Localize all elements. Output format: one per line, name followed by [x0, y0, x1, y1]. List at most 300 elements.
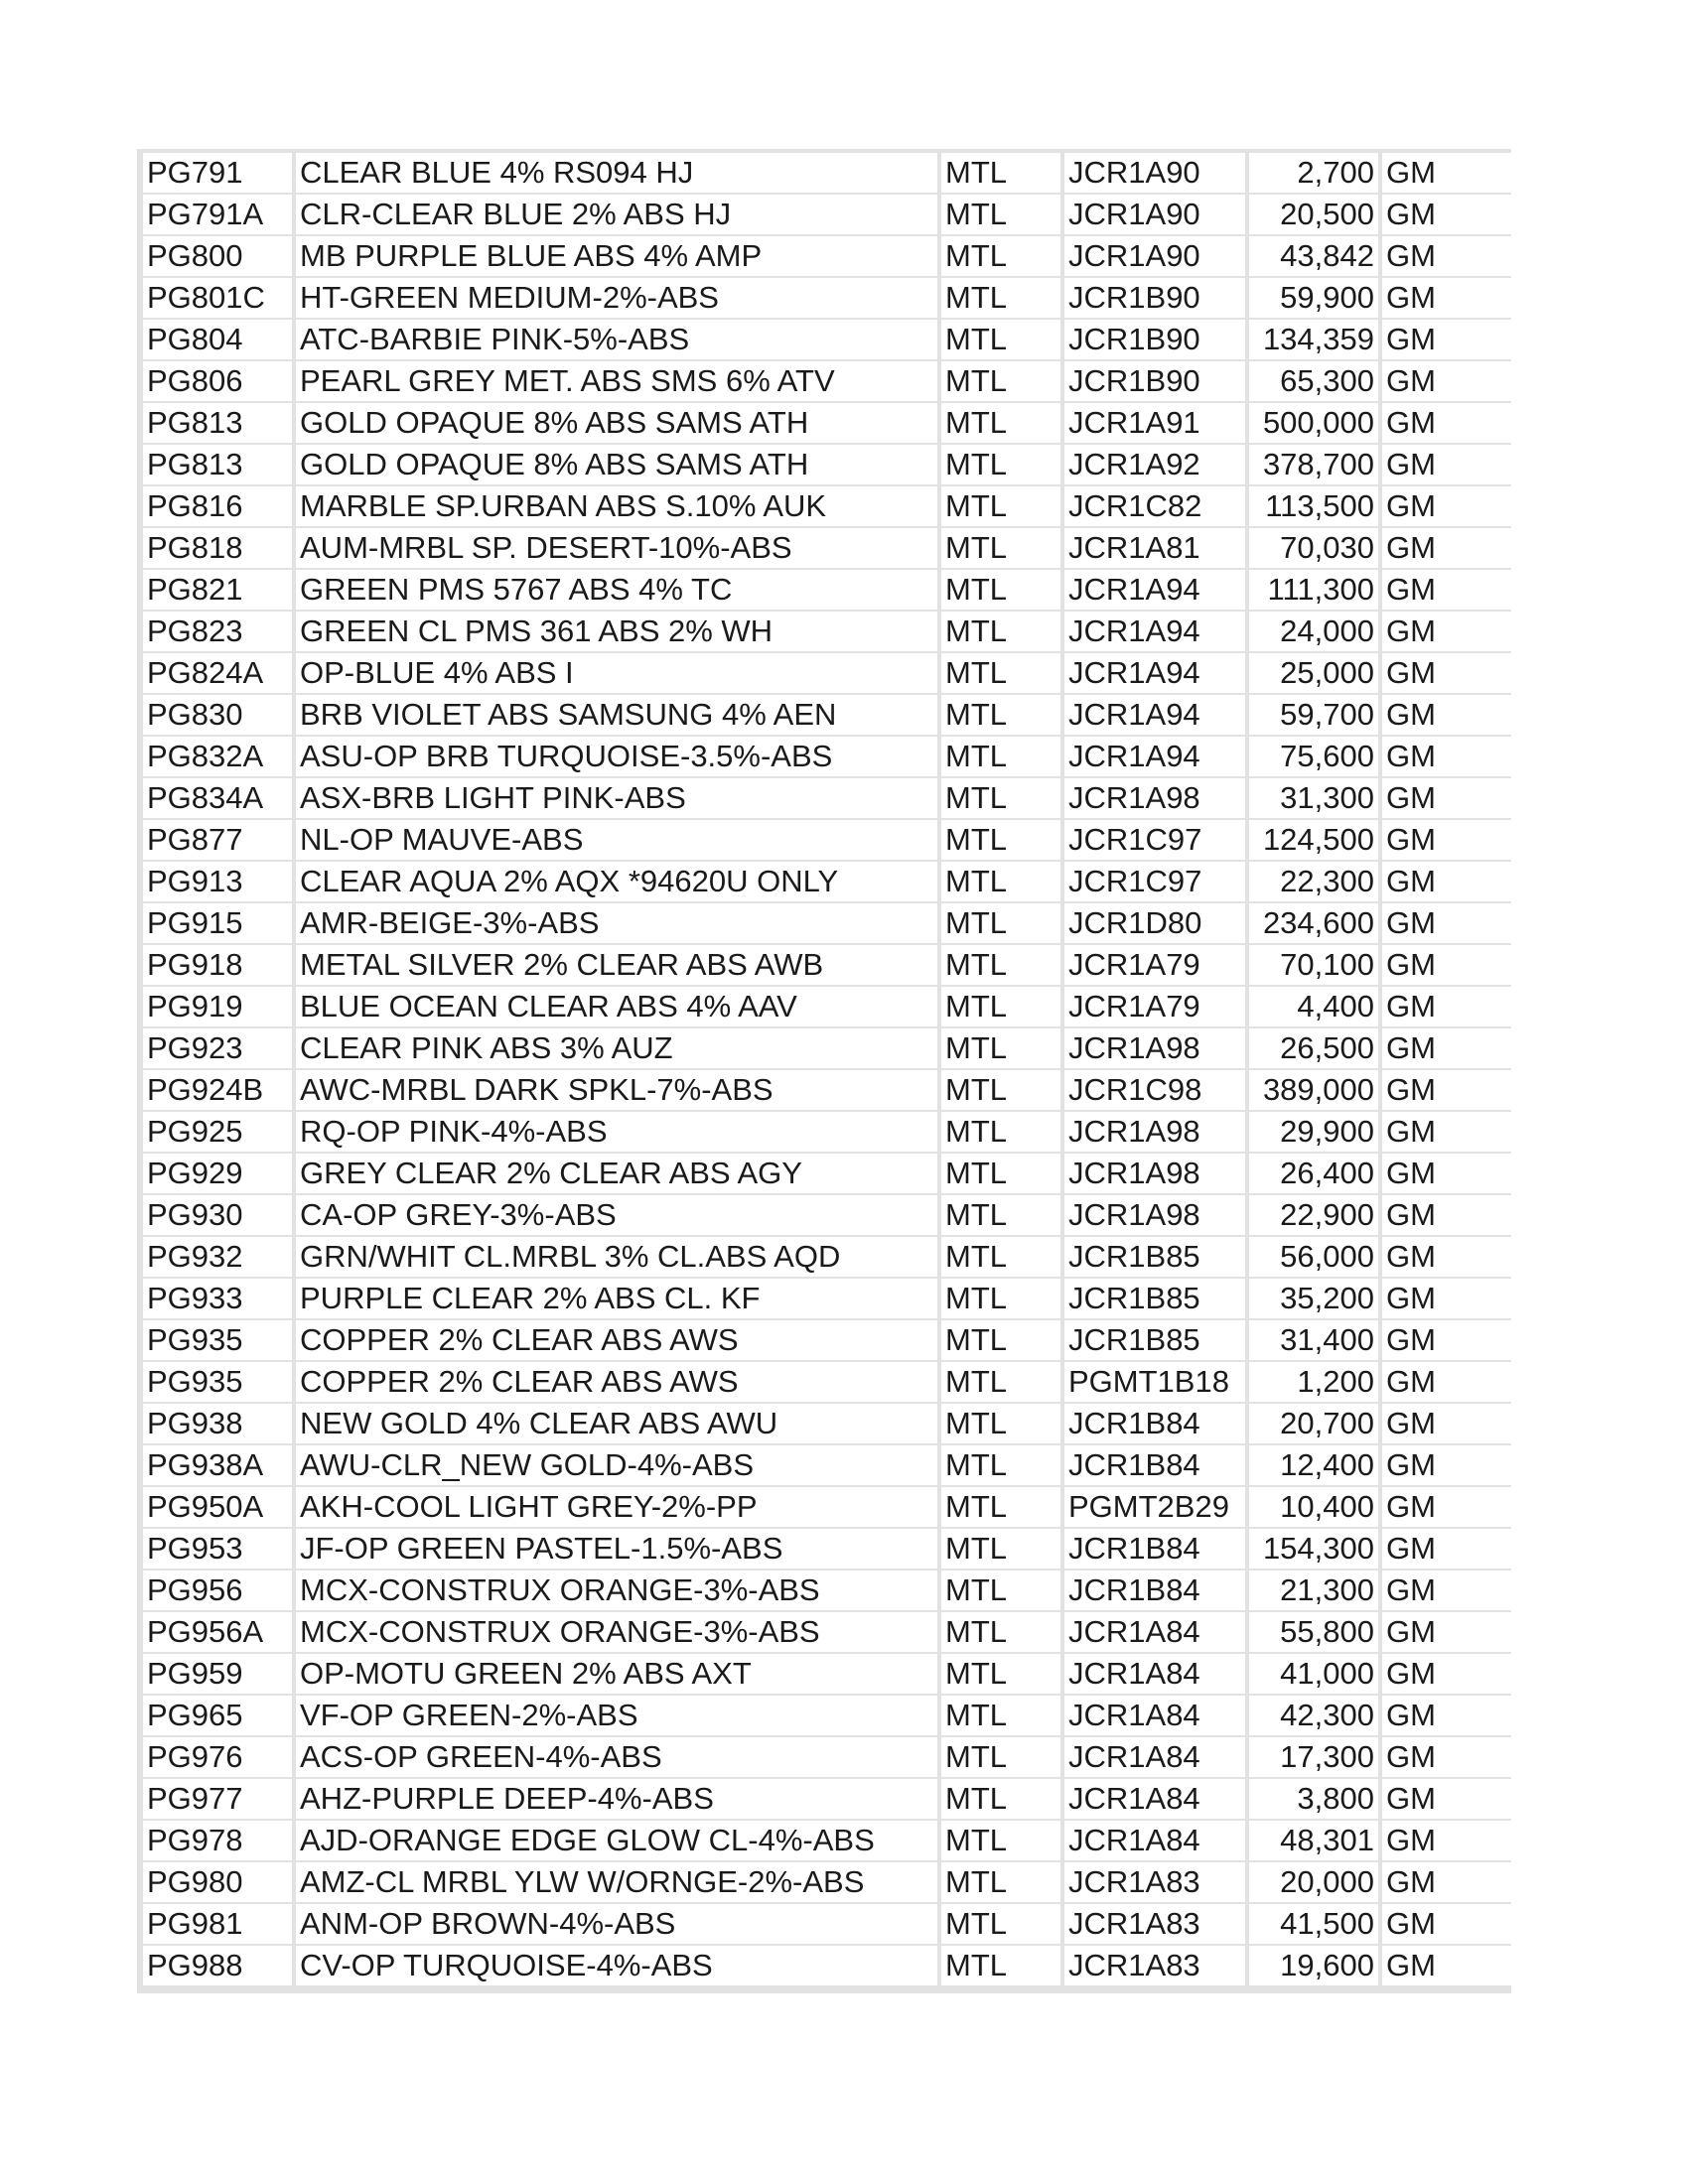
part-number-cell: PG938A	[143, 1445, 292, 1485]
quantity-cell: 113,500	[1249, 486, 1378, 526]
part-number-cell: PG832A	[143, 737, 292, 776]
description-cell: MCX-CONSTRUX ORANGE-3%-ABS	[296, 1612, 937, 1652]
quantity-cell: 1,200	[1249, 1362, 1378, 1402]
location-cell: JCR1D80	[1064, 903, 1245, 943]
unit-cell: GM	[1382, 153, 1511, 193]
type-cell: MTL	[941, 987, 1060, 1026]
part-number-cell: PG924B	[143, 1070, 292, 1110]
type-cell: MTL	[941, 236, 1060, 276]
table-row	[143, 695, 1511, 735]
quantity-cell: 24,000	[1249, 612, 1378, 651]
part-number-cell: PG923	[143, 1028, 292, 1068]
description-cell: AMZ-CL MRBL YLW W/ORNGE-2%-ABS	[296, 1862, 937, 1902]
table-row	[143, 1487, 1511, 1527]
part-number-cell: PG823	[143, 612, 292, 651]
unit-cell: GM	[1382, 1737, 1511, 1777]
location-cell: PGMT2B29	[1064, 1487, 1245, 1527]
table-row	[143, 612, 1511, 651]
type-cell: MTL	[941, 153, 1060, 193]
table-row	[143, 1904, 1511, 1944]
part-number-cell: PG976	[143, 1737, 292, 1777]
type-cell: MTL	[941, 1529, 1060, 1569]
quantity-cell: 21,300	[1249, 1570, 1378, 1610]
location-cell: JCR1B84	[1064, 1404, 1245, 1443]
description-cell: CLEAR AQUA 2% AQX *94620U ONLY	[296, 862, 937, 901]
location-cell: JCR1A90	[1064, 236, 1245, 276]
table-row	[143, 1654, 1511, 1694]
quantity-cell: 56,000	[1249, 1237, 1378, 1277]
unit-cell: GM	[1382, 403, 1511, 443]
table-row	[143, 653, 1511, 693]
table-row	[143, 1195, 1511, 1235]
table-row	[143, 1737, 1511, 1777]
location-cell: JCR1B85	[1064, 1320, 1245, 1360]
quantity-cell: 42,300	[1249, 1696, 1378, 1735]
unit-cell: GM	[1382, 1070, 1511, 1110]
inventory-sheet	[137, 149, 1511, 1993]
description-cell: OP-MOTU GREEN 2% ABS AXT	[296, 1654, 937, 1694]
part-number-cell: PG800	[143, 236, 292, 276]
location-cell: JCR1B90	[1064, 320, 1245, 359]
unit-cell: GM	[1382, 1779, 1511, 1819]
part-number-cell: PG806	[143, 361, 292, 401]
type-cell: MTL	[941, 195, 1060, 234]
part-number-cell: PG978	[143, 1821, 292, 1860]
type-cell: MTL	[941, 1946, 1060, 1985]
unit-cell: GM	[1382, 528, 1511, 568]
table-row	[143, 1112, 1511, 1152]
unit-cell: GM	[1382, 1821, 1511, 1860]
description-cell: ASU-OP BRB TURQUOISE-3.5%-ABS	[296, 737, 937, 776]
location-cell: JCR1A98	[1064, 1195, 1245, 1235]
location-cell: JCR1A98	[1064, 1154, 1245, 1193]
type-cell: MTL	[941, 1737, 1060, 1777]
description-cell: AMR-BEIGE-3%-ABS	[296, 903, 937, 943]
quantity-cell: 17,300	[1249, 1737, 1378, 1777]
table-row	[143, 778, 1511, 818]
table-row	[143, 1529, 1511, 1569]
location-cell: JCR1A84	[1064, 1612, 1245, 1652]
table-row	[143, 486, 1511, 526]
quantity-cell: 48,301	[1249, 1821, 1378, 1860]
unit-cell: GM	[1382, 1696, 1511, 1735]
description-cell: ASX-BRB LIGHT PINK-ABS	[296, 778, 937, 818]
quantity-cell: 20,000	[1249, 1862, 1378, 1902]
table-row	[143, 361, 1511, 401]
part-number-cell: PG816	[143, 486, 292, 526]
type-cell: MTL	[941, 445, 1060, 484]
unit-cell: GM	[1382, 1404, 1511, 1443]
quantity-cell: 59,700	[1249, 695, 1378, 735]
unit-cell: GM	[1382, 1654, 1511, 1694]
location-cell: JCR1A98	[1064, 1028, 1245, 1068]
type-cell: MTL	[941, 1070, 1060, 1110]
description-cell: AJD-ORANGE EDGE GLOW CL-4%-ABS	[296, 1821, 937, 1860]
part-number-cell: PG930	[143, 1195, 292, 1235]
quantity-cell: 65,300	[1249, 361, 1378, 401]
location-cell: JCR1B90	[1064, 361, 1245, 401]
quantity-cell: 10,400	[1249, 1487, 1378, 1527]
quantity-cell: 378,700	[1249, 445, 1378, 484]
unit-cell: GM	[1382, 1904, 1511, 1944]
unit-cell: GM	[1382, 778, 1511, 818]
unit-cell: GM	[1382, 945, 1511, 985]
quantity-cell: 41,500	[1249, 1904, 1378, 1944]
quantity-cell: 55,800	[1249, 1612, 1378, 1652]
location-cell: JCR1B85	[1064, 1279, 1245, 1318]
part-number-cell: PG959	[143, 1654, 292, 1694]
part-number-cell: PG953	[143, 1529, 292, 1569]
type-cell: MTL	[941, 695, 1060, 735]
description-cell: MCX-CONSTRUX ORANGE-3%-ABS	[296, 1570, 937, 1610]
table-row	[143, 1696, 1511, 1735]
quantity-cell: 70,030	[1249, 528, 1378, 568]
description-cell: AWU-CLR_NEW GOLD-4%-ABS	[296, 1445, 937, 1485]
description-cell: PURPLE CLEAR 2% ABS CL. KF	[296, 1279, 937, 1318]
description-cell: COPPER 2% CLEAR ABS AWS	[296, 1320, 937, 1360]
type-cell: MTL	[941, 486, 1060, 526]
part-number-cell: PG813	[143, 445, 292, 484]
table-row	[143, 445, 1511, 484]
location-cell: JCR1B85	[1064, 1237, 1245, 1277]
type-cell: MTL	[941, 1904, 1060, 1944]
table-row	[143, 862, 1511, 901]
type-cell: MTL	[941, 1654, 1060, 1694]
type-cell: MTL	[941, 820, 1060, 860]
part-number-cell: PG919	[143, 987, 292, 1026]
location-cell: JCR1A90	[1064, 195, 1245, 234]
quantity-cell: 75,600	[1249, 737, 1378, 776]
table-row	[143, 1821, 1511, 1860]
quantity-cell: 31,300	[1249, 778, 1378, 818]
quantity-cell: 31,400	[1249, 1320, 1378, 1360]
location-cell: JCR1A83	[1064, 1862, 1245, 1902]
description-cell: GREEN CL PMS 361 ABS 2% WH	[296, 612, 937, 651]
description-cell: CA-OP GREY-3%-ABS	[296, 1195, 937, 1235]
part-number-cell: PG929	[143, 1154, 292, 1193]
part-number-cell: PG956	[143, 1570, 292, 1610]
type-cell: MTL	[941, 1862, 1060, 1902]
part-number-cell: PG925	[143, 1112, 292, 1152]
part-number-cell: PG918	[143, 945, 292, 985]
description-cell: CLEAR BLUE 4% RS094 HJ	[296, 153, 937, 193]
part-number-cell: PG791A	[143, 195, 292, 234]
type-cell: MTL	[941, 778, 1060, 818]
unit-cell: GM	[1382, 1487, 1511, 1527]
table-row	[143, 820, 1511, 860]
quantity-cell: 29,900	[1249, 1112, 1378, 1152]
description-cell: MB PURPLE BLUE ABS 4% AMP	[296, 236, 937, 276]
unit-cell: GM	[1382, 320, 1511, 359]
unit-cell: GM	[1382, 445, 1511, 484]
location-cell: JCR1A79	[1064, 987, 1245, 1026]
quantity-cell: 22,300	[1249, 862, 1378, 901]
part-number-cell: PG791	[143, 153, 292, 193]
unit-cell: GM	[1382, 653, 1511, 693]
description-cell: METAL SILVER 2% CLEAR ABS AWB	[296, 945, 937, 985]
location-cell: JCR1A98	[1064, 1112, 1245, 1152]
unit-cell: GM	[1382, 1112, 1511, 1152]
unit-cell: GM	[1382, 862, 1511, 901]
part-number-cell: PG818	[143, 528, 292, 568]
location-cell: JCR1A83	[1064, 1904, 1245, 1944]
quantity-cell: 500,000	[1249, 403, 1378, 443]
quantity-cell: 59,900	[1249, 278, 1378, 318]
location-cell: JCR1A83	[1064, 1946, 1245, 1985]
part-number-cell: PG813	[143, 403, 292, 443]
description-cell: BLUE OCEAN CLEAR ABS 4% AAV	[296, 987, 937, 1026]
type-cell: MTL	[941, 612, 1060, 651]
location-cell: JCR1C82	[1064, 486, 1245, 526]
description-cell: ATC-BARBIE PINK-5%-ABS	[296, 320, 937, 359]
unit-cell: GM	[1382, 1362, 1511, 1402]
part-number-cell: PG824A	[143, 653, 292, 693]
type-cell: MTL	[941, 1404, 1060, 1443]
description-cell: COPPER 2% CLEAR ABS AWS	[296, 1362, 937, 1402]
table-row	[143, 1404, 1511, 1443]
inventory-table	[139, 151, 1515, 1987]
description-cell: NEW GOLD 4% CLEAR ABS AWU	[296, 1404, 937, 1443]
table-row	[143, 1862, 1511, 1902]
part-number-cell: PG932	[143, 1237, 292, 1277]
unit-cell: GM	[1382, 1529, 1511, 1569]
type-cell: MTL	[941, 1570, 1060, 1610]
unit-cell: GM	[1382, 695, 1511, 735]
type-cell: MTL	[941, 361, 1060, 401]
part-number-cell: PG834A	[143, 778, 292, 818]
table-row	[143, 528, 1511, 568]
location-cell: JCR1B84	[1064, 1445, 1245, 1485]
part-number-cell: PG801C	[143, 278, 292, 318]
description-cell: OP-BLUE 4% ABS I	[296, 653, 937, 693]
location-cell: JCR1A79	[1064, 945, 1245, 985]
description-cell: HT-GREEN MEDIUM-2%-ABS	[296, 278, 937, 318]
location-cell: JCR1A94	[1064, 612, 1245, 651]
table-row	[143, 1154, 1511, 1193]
quantity-cell: 26,400	[1249, 1154, 1378, 1193]
unit-cell: GM	[1382, 737, 1511, 776]
table-row	[143, 570, 1511, 610]
inventory-rows	[143, 153, 1511, 1985]
type-cell: MTL	[941, 653, 1060, 693]
location-cell: JCR1A94	[1064, 695, 1245, 735]
table-row	[143, 1028, 1511, 1068]
location-cell: JCR1A91	[1064, 403, 1245, 443]
unit-cell: GM	[1382, 820, 1511, 860]
description-cell: AUM-MRBL SP. DESERT-10%-ABS	[296, 528, 937, 568]
part-number-cell: PG988	[143, 1946, 292, 1985]
part-number-cell: PG981	[143, 1904, 292, 1944]
location-cell: JCR1A84	[1064, 1696, 1245, 1735]
description-cell: AHZ-PURPLE DEEP-4%-ABS	[296, 1779, 937, 1819]
type-cell: MTL	[941, 278, 1060, 318]
quantity-cell: 111,300	[1249, 570, 1378, 610]
type-cell: MTL	[941, 1696, 1060, 1735]
part-number-cell: PG915	[143, 903, 292, 943]
type-cell: MTL	[941, 862, 1060, 901]
unit-cell: GM	[1382, 361, 1511, 401]
unit-cell: GM	[1382, 1445, 1511, 1485]
quantity-cell: 26,500	[1249, 1028, 1378, 1068]
location-cell: PGMT1B18	[1064, 1362, 1245, 1402]
description-cell: BRB VIOLET ABS SAMSUNG 4% AEN	[296, 695, 937, 735]
table-row	[143, 987, 1511, 1026]
type-cell: MTL	[941, 1279, 1060, 1318]
description-cell: CV-OP TURQUOISE-4%-ABS	[296, 1946, 937, 1985]
type-cell: MTL	[941, 1362, 1060, 1402]
quantity-cell: 4,400	[1249, 987, 1378, 1026]
location-cell: JCR1A94	[1064, 737, 1245, 776]
type-cell: MTL	[941, 320, 1060, 359]
table-row	[143, 1320, 1511, 1360]
part-number-cell: PG935	[143, 1362, 292, 1402]
part-number-cell: PG804	[143, 320, 292, 359]
type-cell: MTL	[941, 1112, 1060, 1152]
description-cell: NL-OP MAUVE-ABS	[296, 820, 937, 860]
part-number-cell: PG980	[143, 1862, 292, 1902]
type-cell: MTL	[941, 528, 1060, 568]
unit-cell: GM	[1382, 570, 1511, 610]
unit-cell: GM	[1382, 278, 1511, 318]
description-cell: CLEAR PINK ABS 3% AUZ	[296, 1028, 937, 1068]
type-cell: MTL	[941, 1237, 1060, 1277]
quantity-cell: 70,100	[1249, 945, 1378, 985]
location-cell: JCR1A84	[1064, 1654, 1245, 1694]
unit-cell: GM	[1382, 1570, 1511, 1610]
description-cell: PEARL GREY MET. ABS SMS 6% ATV	[296, 361, 937, 401]
location-cell: JCR1A90	[1064, 153, 1245, 193]
quantity-cell: 389,000	[1249, 1070, 1378, 1110]
location-cell: JCR1B84	[1064, 1570, 1245, 1610]
unit-cell: GM	[1382, 486, 1511, 526]
unit-cell: GM	[1382, 1154, 1511, 1193]
type-cell: MTL	[941, 1028, 1060, 1068]
table-row	[143, 945, 1511, 985]
type-cell: MTL	[941, 737, 1060, 776]
quantity-cell: 3,800	[1249, 1779, 1378, 1819]
description-cell: AWC-MRBL DARK SPKL-7%-ABS	[296, 1070, 937, 1110]
quantity-cell: 25,000	[1249, 653, 1378, 693]
description-cell: VF-OP GREEN-2%-ABS	[296, 1696, 937, 1735]
description-cell: MARBLE SP.URBAN ABS S.10% AUK	[296, 486, 937, 526]
unit-cell: GM	[1382, 1237, 1511, 1277]
quantity-cell: 2,700	[1249, 153, 1378, 193]
location-cell: JCR1A84	[1064, 1821, 1245, 1860]
table-row	[143, 403, 1511, 443]
part-number-cell: PG821	[143, 570, 292, 610]
description-cell: RQ-OP PINK-4%-ABS	[296, 1112, 937, 1152]
location-cell: JCR1A92	[1064, 445, 1245, 484]
description-cell: ACS-OP GREEN-4%-ABS	[296, 1737, 937, 1777]
unit-cell: GM	[1382, 1946, 1511, 1985]
table-row	[143, 1445, 1511, 1485]
location-cell: JCR1A84	[1064, 1779, 1245, 1819]
location-cell: JCR1A94	[1064, 653, 1245, 693]
table-row	[143, 1362, 1511, 1402]
quantity-cell: 124,500	[1249, 820, 1378, 860]
description-cell: GOLD OPAQUE 8% ABS SAMS ATH	[296, 445, 937, 484]
table-row	[143, 236, 1511, 276]
location-cell: JCR1C98	[1064, 1070, 1245, 1110]
unit-cell: GM	[1382, 1612, 1511, 1652]
unit-cell: GM	[1382, 1279, 1511, 1318]
quantity-cell: 22,900	[1249, 1195, 1378, 1235]
location-cell: JCR1A81	[1064, 528, 1245, 568]
location-cell: JCR1C97	[1064, 862, 1245, 901]
type-cell: MTL	[941, 1487, 1060, 1527]
part-number-cell: PG965	[143, 1696, 292, 1735]
part-number-cell: PG977	[143, 1779, 292, 1819]
description-cell: GREY CLEAR 2% CLEAR ABS AGY	[296, 1154, 937, 1193]
unit-cell: GM	[1382, 987, 1511, 1026]
part-number-cell: PG956A	[143, 1612, 292, 1652]
type-cell: MTL	[941, 1445, 1060, 1485]
unit-cell: GM	[1382, 236, 1511, 276]
location-cell: JCR1A98	[1064, 778, 1245, 818]
part-number-cell: PG935	[143, 1320, 292, 1360]
location-cell: JCR1A94	[1064, 570, 1245, 610]
unit-cell: GM	[1382, 612, 1511, 651]
table-row	[143, 903, 1511, 943]
location-cell: JCR1B84	[1064, 1529, 1245, 1569]
part-number-cell: PG877	[143, 820, 292, 860]
part-number-cell: PG933	[143, 1279, 292, 1318]
location-cell: JCR1B90	[1064, 278, 1245, 318]
type-cell: MTL	[941, 1612, 1060, 1652]
part-number-cell: PG913	[143, 862, 292, 901]
table-row	[143, 1570, 1511, 1610]
description-cell: JF-OP GREEN PASTEL-1.5%-ABS	[296, 1529, 937, 1569]
type-cell: MTL	[941, 1195, 1060, 1235]
part-number-cell: PG830	[143, 695, 292, 735]
table-row	[143, 1070, 1511, 1110]
quantity-cell: 41,000	[1249, 1654, 1378, 1694]
table-row	[143, 1612, 1511, 1652]
location-cell: JCR1A84	[1064, 1737, 1245, 1777]
type-cell: MTL	[941, 945, 1060, 985]
quantity-cell: 234,600	[1249, 903, 1378, 943]
location-cell: JCR1C97	[1064, 820, 1245, 860]
quantity-cell: 20,500	[1249, 195, 1378, 234]
unit-cell: GM	[1382, 1320, 1511, 1360]
table-row	[143, 278, 1511, 318]
unit-cell: GM	[1382, 195, 1511, 234]
part-number-cell: PG938	[143, 1404, 292, 1443]
description-cell: ANM-OP BROWN-4%-ABS	[296, 1904, 937, 1944]
unit-cell: GM	[1382, 1195, 1511, 1235]
type-cell: MTL	[941, 1320, 1060, 1360]
quantity-cell: 43,842	[1249, 236, 1378, 276]
type-cell: MTL	[941, 1821, 1060, 1860]
table-row	[143, 1237, 1511, 1277]
quantity-cell: 19,600	[1249, 1946, 1378, 1985]
type-cell: MTL	[941, 1779, 1060, 1819]
table-row	[143, 153, 1511, 193]
type-cell: MTL	[941, 903, 1060, 943]
quantity-cell: 20,700	[1249, 1404, 1378, 1443]
unit-cell: GM	[1382, 1862, 1511, 1902]
description-cell: CLR-CLEAR BLUE 2% ABS HJ	[296, 195, 937, 234]
table-row	[143, 1279, 1511, 1318]
description-cell: AKH-COOL LIGHT GREY-2%-PP	[296, 1487, 937, 1527]
table-row	[143, 195, 1511, 234]
type-cell: MTL	[941, 403, 1060, 443]
quantity-cell: 134,359	[1249, 320, 1378, 359]
type-cell: MTL	[941, 570, 1060, 610]
table-row	[143, 320, 1511, 359]
description-cell: GRN/WHIT CL.MRBL 3% CL.ABS AQD	[296, 1237, 937, 1277]
table-row	[143, 1779, 1511, 1819]
